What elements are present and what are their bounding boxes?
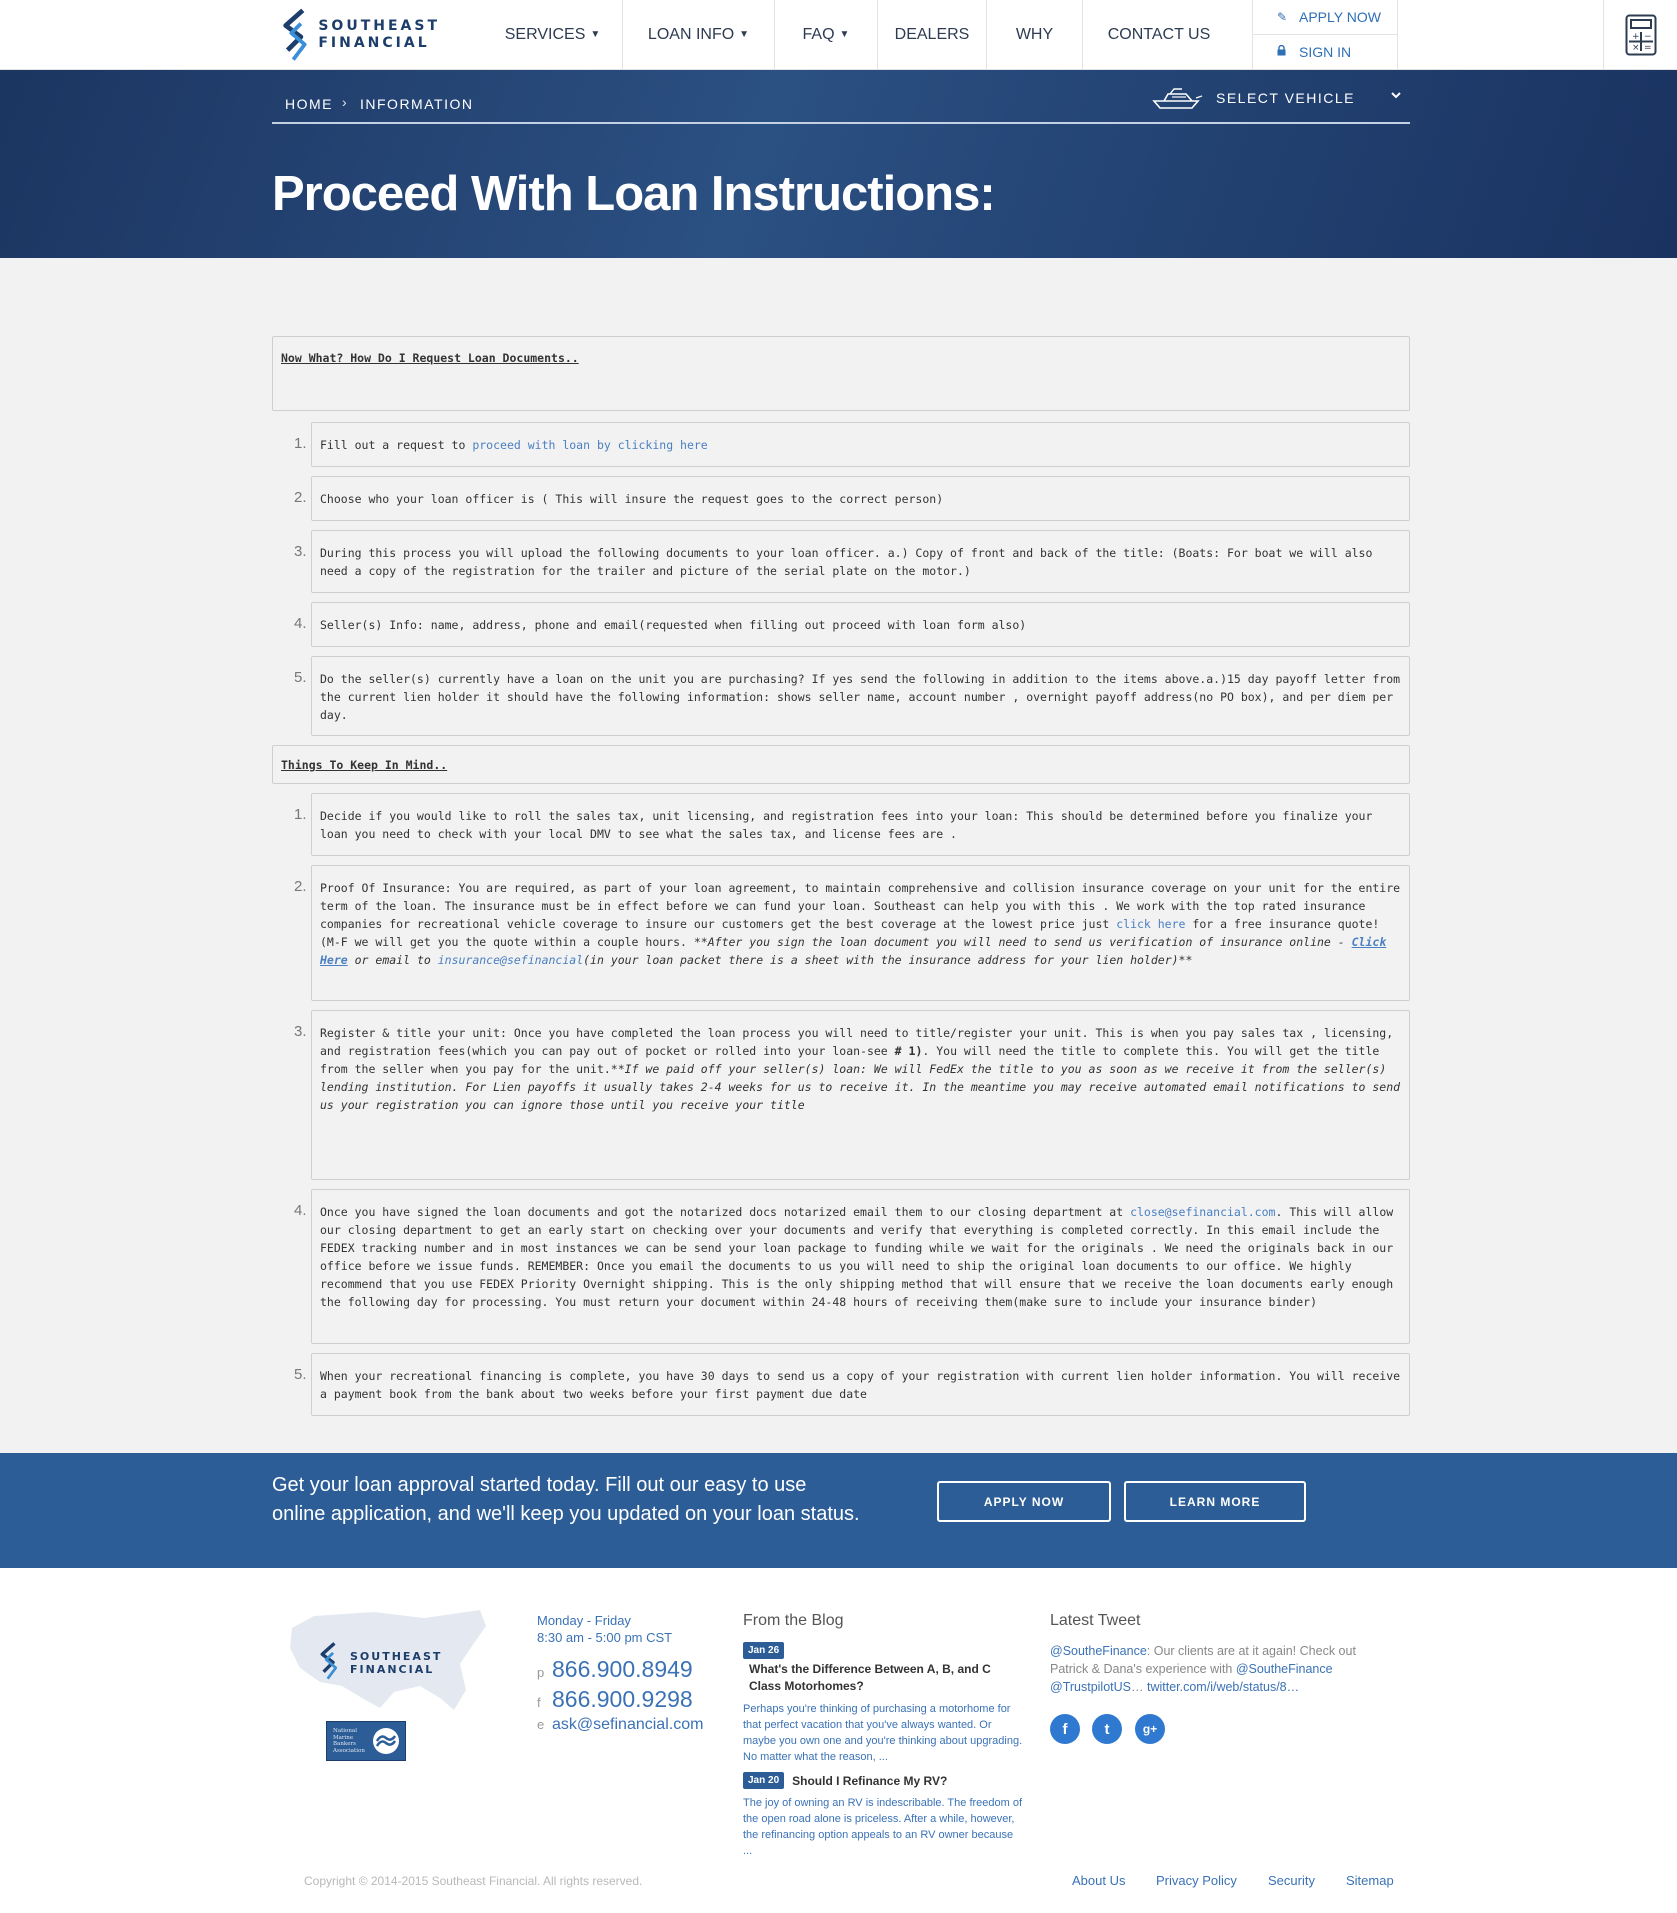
caret-down-icon: ▼ <box>590 29 601 40</box>
keep-in-mind-heading-box <box>272 745 1410 784</box>
footer-logo-wordmark <box>350 1650 442 1676</box>
step-4-text: Seller(s) Info: name, address, phone and email(requested when filling out proceed with loan form also) <box>320 618 1027 632</box>
nav-contact-label: CONTACT US <box>1107 25 1211 43</box>
nav-faq-label: FAQ <box>802 25 835 43</box>
keep-3-text: Register & title your unit: Once you have completed the loan process you will need to title/register your unit. This is when you pay sales tax , licensing, and registration fees(which you can pay out of pocket or rolled into your loan-see <box>320 1026 1394 1058</box>
svg-text:=: = <box>1643 42 1652 53</box>
blog-post-2-title[interactable]: Should I Refinance My RV? <box>792 1773 948 1788</box>
nav-loan-info-label: LOAN INFO <box>647 25 735 43</box>
insurance-email-link[interactable]: insurance@sefinancial <box>437 953 584 967</box>
keep-2-italic-2: or email to <box>347 953 438 967</box>
step-number: 3. <box>294 543 307 560</box>
keep-2-text: Proof Of Insurance: You are required, as part of your loan agreement, to maintain comprehensive and collision insurance coverage on your unit for the entire term of the loan. The insurance must be in effect before we can fund your loan. Southeast can help you with this . We work with the top rated insurance companies for recreational vehicle coverage to insure our customers get the best coverage at the lowest price just <box>320 881 1401 931</box>
site-logo[interactable] <box>280 6 440 64</box>
tweet-handle-link[interactable]: @SoutheFinance <box>1050 1644 1147 1658</box>
step-2 <box>311 476 1410 521</box>
logo-line-1: SOUTHEAST <box>318 18 440 34</box>
keep-number: 2. <box>294 878 307 895</box>
fax-row <box>537 1686 693 1713</box>
keep-3-text-mid: . You will need the title to complete this. You will get the title from the seller when you pay for the unit. <box>320 1044 1380 1076</box>
page-title: Proceed With Loan Instructions: <box>272 167 995 221</box>
tweet-ellipsis: … <box>1131 1680 1147 1694</box>
keep-5 <box>311 1353 1410 1416</box>
step-4 <box>311 602 1410 647</box>
nmba-line-4: Association <box>333 1747 365 1754</box>
step-number: 1. <box>294 435 307 452</box>
caret-down-icon: ▼ <box>839 29 850 40</box>
calculator-icon <box>1625 14 1657 56</box>
cta-text: Get your loan approval started today. Fill out our easy to use online application, and we'll keep you updated on your loan status. <box>272 1474 860 1525</box>
main-nav <box>483 0 1235 69</box>
keep-2-text-mid: for a free insurance quote! (M-F we will get you the quote within a couple hours. <box>320 917 1380 949</box>
keep-2-italic-1: **After you sign the loan document you will need to send us verification of insurance online - <box>693 935 1352 949</box>
logo-mark <box>280 7 310 63</box>
step-5-text: Do the seller(s) currently have a loan on the unit you are purchasing? If yes send the following in addition to the items above.a.)15 day payoff letter from the current lien holder it should have the following information: shows seller name, account number , overnight payoff address(no PO box), and per diem per day. <box>320 672 1401 722</box>
keep-number: 5. <box>294 1366 307 1383</box>
page-hero <box>0 70 1677 258</box>
proceed-with-loan-link[interactable]: proceed with loan by clicking here <box>472 438 708 452</box>
select-vehicle-dropdown[interactable] <box>1152 82 1402 114</box>
insurance-quote-link[interactable]: click here <box>1116 917 1186 931</box>
logo-mark <box>318 1642 340 1680</box>
step-number: 5. <box>294 669 307 686</box>
step-2-text: Choose who your loan officer is ( This will insure the request goes to the correct person) <box>320 492 944 506</box>
blog-date-badge: Jan 26 <box>743 1642 784 1659</box>
logo-line-2: FINANCIAL <box>318 35 430 51</box>
step-1 <box>311 422 1410 467</box>
nmba-line-2: Marine <box>333 1734 354 1741</box>
blog-post-1-title[interactable]: What's the Difference Between A, B, and C Class Motorhomes? <box>749 1662 991 1693</box>
cta-learn-more-button[interactable]: LEARN MORE <box>1124 1481 1306 1522</box>
nav-loan-info[interactable] <box>623 0 775 69</box>
step-number: 4. <box>294 615 307 632</box>
pencil-icon: ✎ <box>1277 10 1288 24</box>
lock-icon <box>1277 45 1299 59</box>
svg-text:×: × <box>1631 42 1640 53</box>
copyright-text: Copyright © 2014-2015 Southeast Financial. All rights reserved. <box>304 1874 643 1888</box>
svg-text:−: − <box>1643 31 1652 42</box>
auth-links <box>1252 0 1398 69</box>
boat-icon <box>1152 86 1204 110</box>
nav-why-label: WHY <box>1015 25 1054 43</box>
apply-now-link[interactable] <box>1253 0 1397 34</box>
nav-services[interactable] <box>483 0 623 69</box>
tweet-mention-link[interactable]: @SoutheFinance <box>1235 1662 1333 1676</box>
top-navigation-bar <box>0 0 1677 70</box>
tweet-trustpilot-link[interactable]: @TrustpilotUS <box>1050 1680 1131 1694</box>
select-vehicle-label: SELECT VEHICLE <box>1216 90 1356 106</box>
sign-in-label: SIGN IN <box>1299 43 1352 60</box>
nmba-line-1: National <box>333 1728 357 1734</box>
nav-dealers-label: DEALERS <box>894 25 970 43</box>
footer-logo <box>284 1606 490 1718</box>
loan-documents-heading-box <box>272 336 1410 411</box>
footer-link-sitemap[interactable]: Sitemap <box>1346 1873 1394 1888</box>
nav-services-label: SERVICES <box>504 25 586 43</box>
phone-row <box>537 1656 693 1683</box>
phone-number-link[interactable]: 866.900.8949 <box>552 1656 693 1682</box>
latest-tweet-title: Latest Tweet <box>1050 1612 1141 1629</box>
nmba-line-3: Bankers <box>333 1741 356 1747</box>
nav-contact-us[interactable] <box>1083 0 1235 69</box>
email-row <box>537 1716 703 1734</box>
nmba-badge <box>326 1721 406 1761</box>
nav-dealers[interactable] <box>878 0 987 69</box>
sign-in-link[interactable] <box>1253 34 1397 68</box>
keep-4-text: Once you have signed the loan documents and got the notarized docs notarized email them to our closing department at <box>320 1205 1131 1219</box>
step-number: 2. <box>294 489 307 506</box>
footer-link-about[interactable]: About Us <box>1072 1873 1126 1888</box>
keep-5-text: When your recreational financing is complete, you have 30 days to send us a copy of your registration with current lien holder information. You will receive a payment book from the bank about two weeks before your first payment due date <box>320 1369 1401 1401</box>
business-hours <box>537 1612 672 1646</box>
keep-4-text-post: . This will allow our closing department to get an early start on checking over your documents and verify that everything is completed correctly. In this email include the FEDEX tracking number and in most instances we can be send your loan package to funding while we wait for the originals . We need the originals back in our office before we issue funds. REMEMBER: Once you email the documents to us you will need to ship the original loan documents to our office. We highly recommend that you use FEDEX Priority Overnight shipping. This is the only shipping method that will ensure that we receive the loan documents early enough the following day for processing. You must return your document within 24-48 hours of receiving them(make sure to include your insurance binder) <box>320 1205 1394 1309</box>
caret-down-icon: ▼ <box>739 29 750 40</box>
nmba-emblem-icon <box>371 1726 401 1756</box>
svg-text:+: + <box>1631 31 1640 42</box>
loan-calculator-button[interactable] <box>1603 0 1677 69</box>
logo-wordmark <box>318 18 440 52</box>
footer-logo-line-2: FINANCIAL <box>350 1663 435 1676</box>
nmba-text <box>333 1728 365 1754</box>
footer-link-security[interactable]: Security <box>1268 1873 1315 1888</box>
blog-post-2-header <box>743 1772 1023 1789</box>
blog-post-1 <box>743 1640 1023 1765</box>
hours-time: 8:30 am - 5:00 pm CST <box>537 1630 673 1645</box>
footer-link-privacy[interactable]: Privacy Policy <box>1156 1873 1237 1888</box>
blog-date-badge: Jan 20 <box>743 1772 784 1789</box>
breadcrumb <box>272 70 1410 124</box>
google-plus-icon[interactable]: g+ <box>1135 1714 1165 1744</box>
footer-logo-line-1: SOUTHEAST <box>350 1650 443 1663</box>
facebook-icon[interactable]: f <box>1050 1714 1080 1744</box>
chevron-down-icon <box>1390 89 1402 101</box>
breadcrumb-home[interactable]: HOME <box>285 96 333 112</box>
keep-number: 1. <box>294 806 307 823</box>
closing-email-link[interactable]: close@sefinancial.com <box>1130 1205 1276 1219</box>
keep-number: 4. <box>294 1202 307 1219</box>
hours-days: Monday - Friday <box>537 1613 631 1628</box>
nav-faq[interactable] <box>775 0 878 69</box>
keep-3 <box>311 1010 1410 1180</box>
twitter-icon[interactable]: t <box>1092 1714 1122 1744</box>
insurance-verification-link[interactable]: Click Here <box>320 935 1387 967</box>
keep-3-italic: **If we paid off your seller(s) loan: We will FedEx the title to you as soon as we receive it from the seller(s) lending institution. For Lien payoffs it usually takes 2-4 weeks for us to receive it. In the meantime you may receive automated email notifications to send us your registration you can ignore those until you receive your title <box>320 1062 1401 1112</box>
keep-2 <box>311 865 1410 1001</box>
keep-3-bold: # 1) <box>894 1044 923 1058</box>
fax-number: 866.900.9298 <box>552 1686 693 1712</box>
tweet-url-link[interactable]: twitter.com/i/web/status/8… <box>1146 1680 1300 1694</box>
blog-post-2-excerpt: The joy of owning an RV is indescribable. The freedom of the open road alone is priceless. After a while, however, the refinancing option appeals to an RV owner because ... <box>743 1797 1023 1857</box>
step-5 <box>311 656 1410 736</box>
fax-prefix: f <box>537 1695 541 1710</box>
step-1-text: Fill out a request to <box>320 438 473 452</box>
step-3 <box>311 530 1410 593</box>
tweet-text: : Our clients are at it again! Check out Patrick & Dana's experience with <box>1050 1644 1356 1676</box>
blog-post-2 <box>743 1772 1023 1859</box>
blog-post-1-excerpt: Perhaps you're thinking of purchasing a motorhome for that perfect vacation that you've always wanted. Or maybe you own one and you're thinking about upgrading. No matter what the reason, ... <box>743 1703 1023 1763</box>
keep-4 <box>311 1189 1410 1344</box>
cta-apply-now-button[interactable]: APPLY NOW <box>937 1481 1111 1522</box>
step-3-text: During this process you will upload the following documents to your loan officer. a.) Copy of front and back of the title: (Boats: For boat we will also need a copy of the registration for the trailer and picture of the serial plate on the motor.) <box>320 546 1373 578</box>
keep-2-italic-3: (in your loan packet there is a sheet with the insurance address for your lien holder)** <box>583 953 1193 967</box>
latest-tweet <box>1050 1642 1380 1696</box>
nav-why[interactable] <box>987 0 1083 69</box>
breadcrumb-separator: › <box>342 94 347 110</box>
blog-title: From the Blog <box>743 1612 844 1629</box>
email-prefix: e <box>537 1717 545 1732</box>
keep-1 <box>311 793 1410 856</box>
cta-banner <box>0 1453 1677 1568</box>
email-link[interactable]: ask@sefinancial.com <box>552 1716 704 1733</box>
phone-prefix: p <box>537 1665 545 1680</box>
breadcrumb-current: INFORMATION <box>360 96 474 112</box>
keep-number: 3. <box>294 1023 307 1040</box>
keep-in-mind-heading: Things To Keep In Mind.. <box>281 758 448 772</box>
site-footer <box>0 1568 1677 1913</box>
apply-now-label: APPLY NOW <box>1299 9 1381 25</box>
loan-documents-heading: Now What? How Do I Request Loan Documents.. <box>281 351 579 365</box>
keep-1-text: Decide if you would like to roll the sales tax, unit licensing, and registration fees into your loan: This should be determined before you finalize your loan you need to check with your local DMV to see what the sales tax, and license fees are . <box>320 809 1373 841</box>
